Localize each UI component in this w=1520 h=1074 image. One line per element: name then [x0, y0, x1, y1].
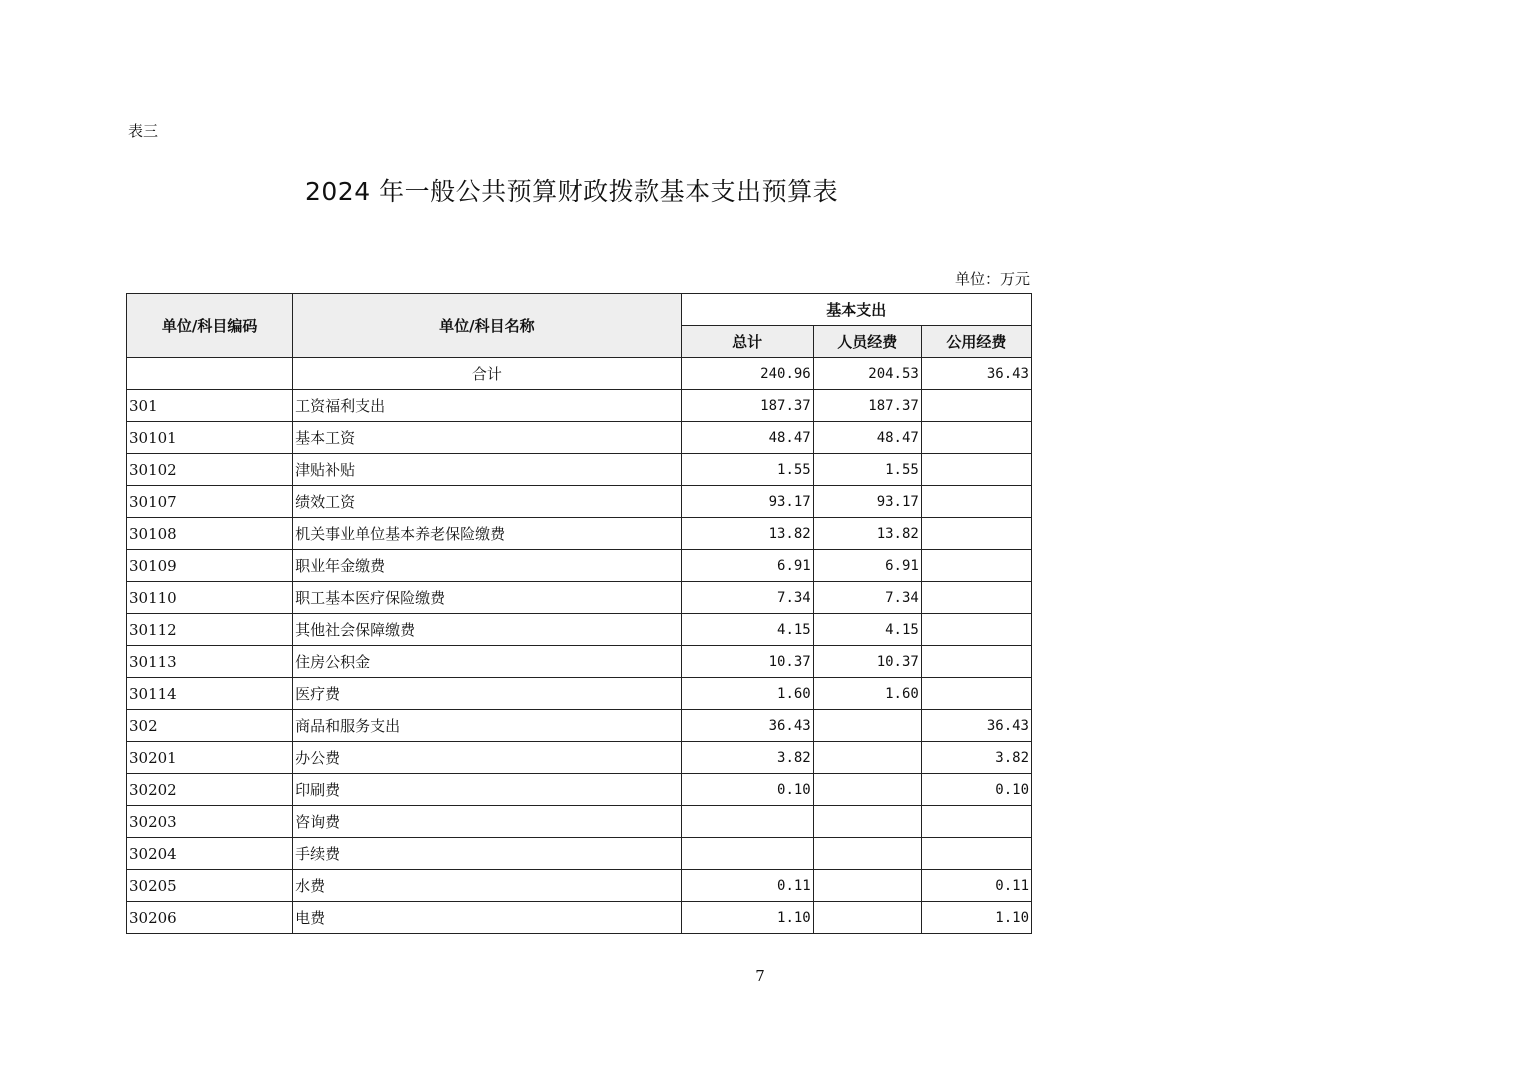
cell-total: 36.43 — [681, 710, 813, 742]
cell-code: 30205 — [127, 870, 293, 902]
cell-total: 0.11 — [681, 870, 813, 902]
cell-total: 7.34 — [681, 582, 813, 614]
cell-total: 48.47 — [681, 422, 813, 454]
table-row — [127, 742, 1032, 774]
cell-public — [921, 550, 1031, 582]
header-basic-expenditure: 基本支出 — [681, 294, 1031, 326]
cell-name: 合计 — [293, 358, 681, 390]
cell-public — [921, 582, 1031, 614]
table-header — [127, 294, 1032, 358]
cell-public: 1.10 — [921, 902, 1031, 934]
table-row — [127, 614, 1032, 646]
cell-name: 手续费 — [293, 838, 681, 870]
cell-name: 工资福利支出 — [293, 390, 681, 422]
cell-personnel — [813, 806, 921, 838]
cell-code: 30201 — [127, 742, 293, 774]
cell-public — [921, 838, 1031, 870]
table-label: 表三 — [128, 122, 159, 140]
cell-code — [127, 358, 293, 390]
table-row — [127, 518, 1032, 550]
cell-personnel: 1.60 — [813, 678, 921, 710]
cell-total: 10.37 — [681, 646, 813, 678]
table-row — [127, 358, 1032, 390]
cell-public: 0.11 — [921, 870, 1031, 902]
cell-total: 0.10 — [681, 774, 813, 806]
cell-personnel: 6.91 — [813, 550, 921, 582]
cell-name: 机关事业单位基本养老保险缴费 — [293, 518, 681, 550]
cell-total: 3.82 — [681, 742, 813, 774]
cell-code: 30112 — [127, 614, 293, 646]
cell-personnel — [813, 774, 921, 806]
table-row — [127, 806, 1032, 838]
cell-name: 水费 — [293, 870, 681, 902]
cell-total — [681, 838, 813, 870]
table-row — [127, 582, 1032, 614]
table-row — [127, 454, 1032, 486]
table-body — [127, 358, 1032, 934]
cell-total: 240.96 — [681, 358, 813, 390]
header-public: 公用经费 — [921, 326, 1031, 358]
table-row — [127, 870, 1032, 902]
cell-code: 30206 — [127, 902, 293, 934]
cell-total — [681, 806, 813, 838]
cell-code: 30102 — [127, 454, 293, 486]
cell-code: 302 — [127, 710, 293, 742]
cell-name: 住房公积金 — [293, 646, 681, 678]
cell-public — [921, 518, 1031, 550]
cell-name: 基本工资 — [293, 422, 681, 454]
table-row — [127, 710, 1032, 742]
cell-personnel: 93.17 — [813, 486, 921, 518]
cell-public — [921, 678, 1031, 710]
cell-total: 187.37 — [681, 390, 813, 422]
cell-personnel: 4.15 — [813, 614, 921, 646]
page-number: 7 — [755, 967, 765, 985]
cell-public — [921, 614, 1031, 646]
cell-public — [921, 422, 1031, 454]
cell-name: 职工基本医疗保险缴费 — [293, 582, 681, 614]
cell-personnel — [813, 742, 921, 774]
cell-code: 30204 — [127, 838, 293, 870]
table-row — [127, 646, 1032, 678]
budget-table — [126, 293, 1032, 934]
cell-personnel: 204.53 — [813, 358, 921, 390]
cell-public: 36.43 — [921, 710, 1031, 742]
table-row — [127, 774, 1032, 806]
cell-total: 1.10 — [681, 902, 813, 934]
cell-total: 6.91 — [681, 550, 813, 582]
cell-personnel: 48.47 — [813, 422, 921, 454]
cell-name: 印刷费 — [293, 774, 681, 806]
cell-personnel — [813, 870, 921, 902]
table-row — [127, 550, 1032, 582]
cell-code: 30107 — [127, 486, 293, 518]
cell-personnel: 10.37 — [813, 646, 921, 678]
table-row — [127, 838, 1032, 870]
cell-public — [921, 390, 1031, 422]
table-row — [127, 422, 1032, 454]
table-row — [127, 486, 1032, 518]
cell-code: 30101 — [127, 422, 293, 454]
cell-total: 4.15 — [681, 614, 813, 646]
cell-personnel: 187.37 — [813, 390, 921, 422]
cell-personnel — [813, 838, 921, 870]
table-row — [127, 678, 1032, 710]
cell-personnel: 7.34 — [813, 582, 921, 614]
table-row — [127, 390, 1032, 422]
cell-code: 30108 — [127, 518, 293, 550]
cell-personnel: 13.82 — [813, 518, 921, 550]
cell-personnel — [813, 902, 921, 934]
cell-name: 医疗费 — [293, 678, 681, 710]
cell-total: 1.60 — [681, 678, 813, 710]
table-row — [127, 902, 1032, 934]
cell-name: 其他社会保障缴费 — [293, 614, 681, 646]
cell-name: 咨询费 — [293, 806, 681, 838]
cell-public — [921, 646, 1031, 678]
cell-public: 36.43 — [921, 358, 1031, 390]
cell-total: 1.55 — [681, 454, 813, 486]
cell-name: 电费 — [293, 902, 681, 934]
header-name: 单位/科目名称 — [293, 294, 681, 358]
cell-code: 30109 — [127, 550, 293, 582]
header-personnel: 人员经费 — [813, 326, 921, 358]
header-code: 单位/科目编码 — [127, 294, 293, 358]
cell-name: 津贴补贴 — [293, 454, 681, 486]
cell-public — [921, 486, 1031, 518]
cell-code: 30113 — [127, 646, 293, 678]
cell-code: 301 — [127, 390, 293, 422]
cell-name: 办公费 — [293, 742, 681, 774]
cell-total: 13.82 — [681, 518, 813, 550]
cell-name: 商品和服务支出 — [293, 710, 681, 742]
page-title: 2024 年一般公共预算财政拨款基本支出预算表 — [305, 177, 839, 206]
cell-code: 30202 — [127, 774, 293, 806]
cell-code: 30203 — [127, 806, 293, 838]
cell-public: 3.82 — [921, 742, 1031, 774]
cell-total: 93.17 — [681, 486, 813, 518]
cell-public: 0.10 — [921, 774, 1031, 806]
unit-note: 单位：万元 — [954, 270, 1030, 288]
cell-name: 职业年金缴费 — [293, 550, 681, 582]
cell-code: 30114 — [127, 678, 293, 710]
cell-personnel — [813, 710, 921, 742]
cell-public — [921, 454, 1031, 486]
cell-personnel: 1.55 — [813, 454, 921, 486]
cell-name: 绩效工资 — [293, 486, 681, 518]
header-total: 总计 — [681, 326, 813, 358]
cell-code: 30110 — [127, 582, 293, 614]
cell-public — [921, 806, 1031, 838]
